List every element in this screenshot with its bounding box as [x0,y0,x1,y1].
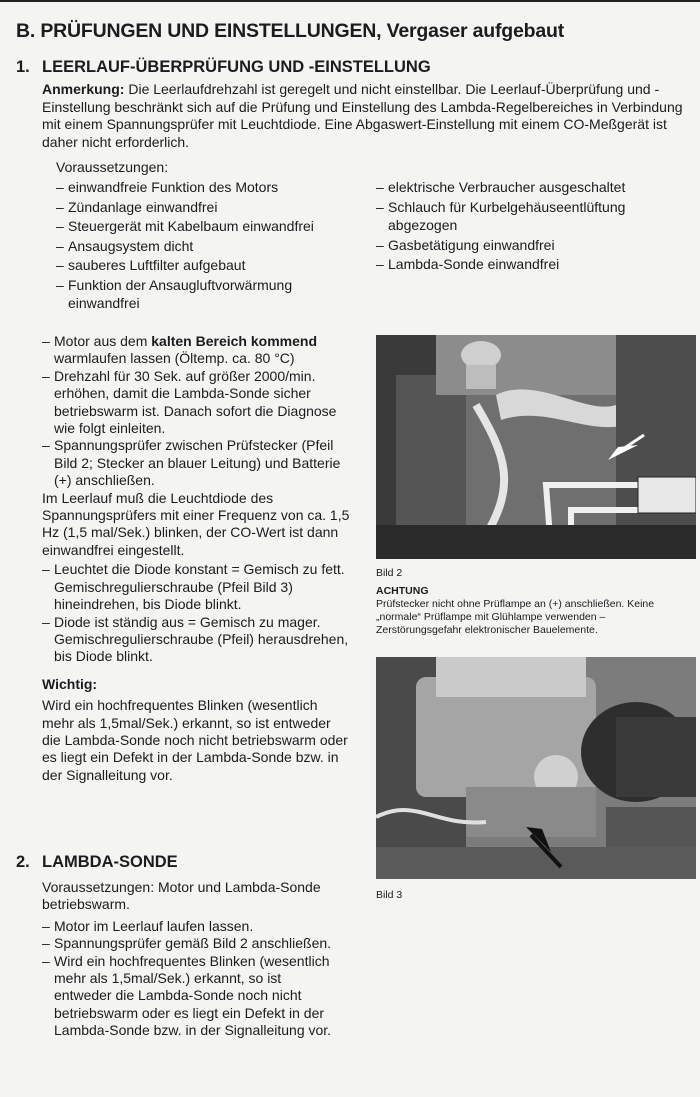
procedure-step: – Motor im Leerlauf laufen lassen. [42,918,342,935]
carburetor-photo [376,657,696,879]
procedure-step: – Spannungsprüfer gemäß Bild 2 anschließen. [42,935,342,952]
page-heading: B. PRÜFUNGEN UND EINSTELLUNGEN, Vergaser aufgebaut [16,20,564,42]
procedure-step: – Motor aus dem kalten Bereich kommend warmlaufen lassen (Öltemp. ca. 80 °C) [42,333,352,368]
mixture-cases [42,561,352,665]
note-paragraph [42,81,694,151]
prereq-label: Voraussetzungen: [56,159,169,175]
section-2-number: 2. [16,853,30,871]
figure-3-photo [376,657,696,879]
section-1-number: 1. [16,58,30,76]
note-text: Die Leerlaufdrehzahl ist geregelt und nicht einstellbar. Die Leerlauf-Überprüfung und -Einstellung beschränkt sich auf die Prüfung und Einstellung des Lambda-Regelbereiches in Verbindung mit einem Spannungsprüfer mit Leuchtdiode. Eine Abgaswert-Einstellung mit einem CO-Meßgerät ist daher nicht erforderlich. [42,81,683,150]
list-item: – Funktion der Ansaugluftvorwärmung einwandfrei [56,276,356,312]
section-1-title [16,58,431,77]
procedure-step: – Spannungsprüfer zwischen Prüfstecker (Pfeil Bild 2; Stecker an blauer Leitung) und Batterie (+) anschließen. [42,437,352,489]
procedure-column [42,333,352,784]
figure-2-caption: Bild 2 [376,567,403,579]
section-2-title-text: LAMBDA-SONDE [42,853,178,871]
figure-2-warning-text: Prüfstecker nicht ohne Prüflampe an (+) anschließen. Keine „normale“ Prüflampe mit Glühlampe verwenden – Zerstörungsgefahr elektronischer Bauelemente. [376,598,655,636]
section-2-steps [42,918,342,1040]
list-item: – Zündanlage einwandfrei [56,198,356,218]
list-item: – einwandfreie Funktion des Motors [56,178,356,198]
mixture-case: – Leuchtet die Diode konstant = Gemisch zu fett. Gemischregulierschraube (Pfeil Bild 3) hineindrehen, bis Diode blinkt. [42,561,352,613]
important-label: Wichtig: [42,675,98,692]
mixture-case: – Diode ist ständig aus = Gemisch zu mager. Gemischregulierschraube (Pfeil) herausdrehen, bis Diode blinkt. [42,614,352,666]
procedure-steps [42,333,352,490]
list-item: – Steuergerät mit Kabelbaum einwandfrei [56,217,356,237]
section-1-title-text: LEERLAUF-ÜBERPRÜFUNG UND -EINSTELLUNG [42,58,431,76]
procedure-step: – Wird ein hochfrequentes Blinken (wesentlich mehr als 1,5mal/Sek.) erkannt, so ist entweder die Lambda-Sonde noch nicht betriebswarm oder es liegt ein Defekt in der Lambda-Sonde bzw. in der Signalleitung vor. [42,953,342,1040]
section-2-prereq: Voraussetzungen: Motor und Lambda-Sonde betriebswarm. [42,879,321,913]
figure-2-warning-label: ACHTUNG [376,585,429,597]
list-item: – Schlauch für Kurbelgehäuseentlüftung abgezogen [376,198,688,234]
engine-connector-photo [376,335,696,559]
list-item: – Lambda-Sonde einwandfrei [376,255,676,275]
section-2-title [16,853,178,872]
section-2-body [42,879,342,1040]
list-item: – elektrische Verbraucher ausgeschaltet [376,178,676,198]
prereq-list-right [376,178,676,275]
idle-text: Im Leerlauf muß die Leuchtdiode des Spannungsprüfers mit einer Frequenz von ca. 1,5 Hz (1,5 mal/Sek.) blinken, der CO-Wert ist dann einwandfrei eingestellt. [42,489,350,558]
list-item: – sauberes Luftfilter aufgebaut [56,256,356,276]
figure-2-photo [376,335,696,559]
list-item: – Ansaugsystem dicht [56,237,356,257]
figure-3-caption: Bild 3 [376,889,403,901]
list-item: – Gasbetätigung einwandfrei [376,236,676,256]
top-rule [0,0,700,2]
procedure-step: – Drehzahl für 30 Sek. auf größer 2000/min. erhöhen, damit die Lambda-Sonde sicher betriebswarm ist. Danach sofort die Diagnose wie folgt einleiten. [42,368,352,438]
note-label: Anmerkung: [42,81,125,97]
prereq-list-left [56,178,356,312]
important-text: Wird ein hochfrequentes Blinken (wesentlich mehr als 1,5mal/Sek.) erkannt, so ist entweder die Lambda-Sonde noch nicht betriebswarm oder es liegt ein Defekt in der Lambda-Sonde bzw. in der Signalleitung vor. [42,697,348,783]
